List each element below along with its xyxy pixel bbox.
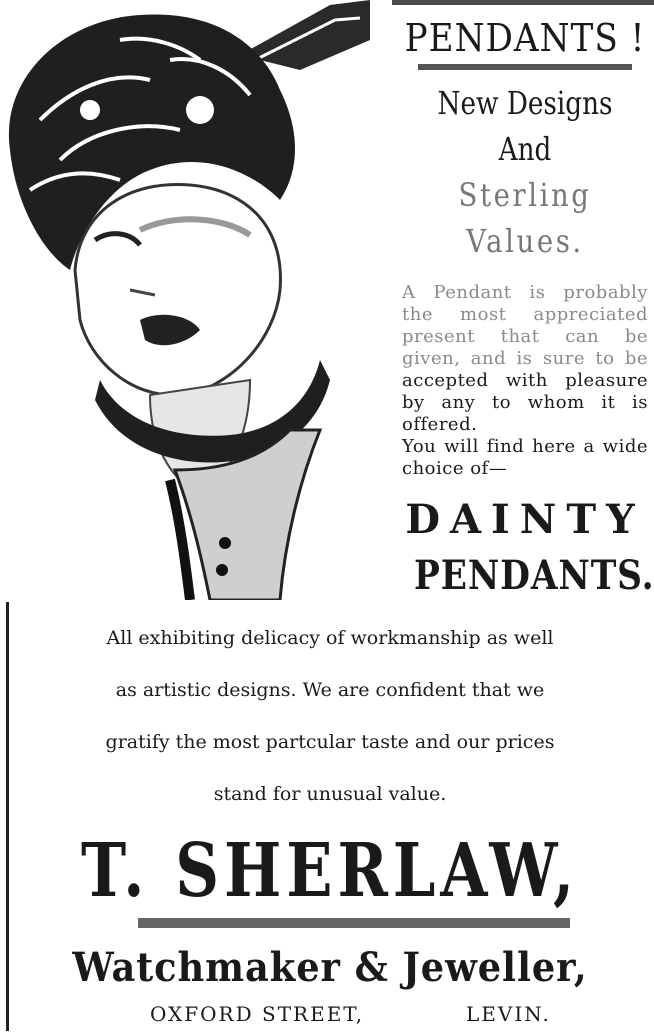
subhead-and: And xyxy=(498,129,552,168)
right-column xyxy=(396,18,654,599)
intro-clear-text: accepted with pleasure by any to whom it is offered. xyxy=(402,369,648,435)
invite-text: You will find here a wide choice of— xyxy=(402,435,648,479)
portrait-drawing xyxy=(0,0,390,600)
intro-faint-text: A Pendant is probably the most appreciated present that can be given, and is sure to be xyxy=(402,281,648,369)
town-name: LEVIN. xyxy=(466,1002,551,1026)
button-detail xyxy=(219,537,231,549)
headline: PENDANTS ! xyxy=(404,16,646,60)
left-border-rule xyxy=(6,602,9,1031)
paragraph-line: as artistic designs. We are confident that we xyxy=(115,679,545,701)
top-rule xyxy=(392,0,654,5)
subhead-values: Sterling Values. xyxy=(458,175,592,260)
headline-rule xyxy=(418,64,632,70)
trade-title: Watchmaker & Jeweller, xyxy=(72,944,588,991)
paragraph-line: gratify the most partcular taste and our prices xyxy=(105,731,555,753)
firm-name: T. SHERLAW, xyxy=(80,828,580,914)
intro-paragraph xyxy=(402,282,648,480)
street-address: OXFORD STREET, xyxy=(150,1002,365,1026)
subhead-designs: New Designs xyxy=(437,83,613,122)
woman-portrait-illustration xyxy=(0,0,390,600)
lower-section xyxy=(20,612,640,1032)
address-line xyxy=(20,992,640,1032)
paragraph-line: All exhibiting delicacy of workmanship as well xyxy=(106,627,554,649)
paragraph-line: stand for unusual value. xyxy=(213,783,447,805)
pendants-heading: PENDANTS. xyxy=(414,551,654,599)
firm-rule xyxy=(138,918,570,928)
dainty-heading: DAINTY xyxy=(405,495,645,543)
face xyxy=(75,184,280,395)
